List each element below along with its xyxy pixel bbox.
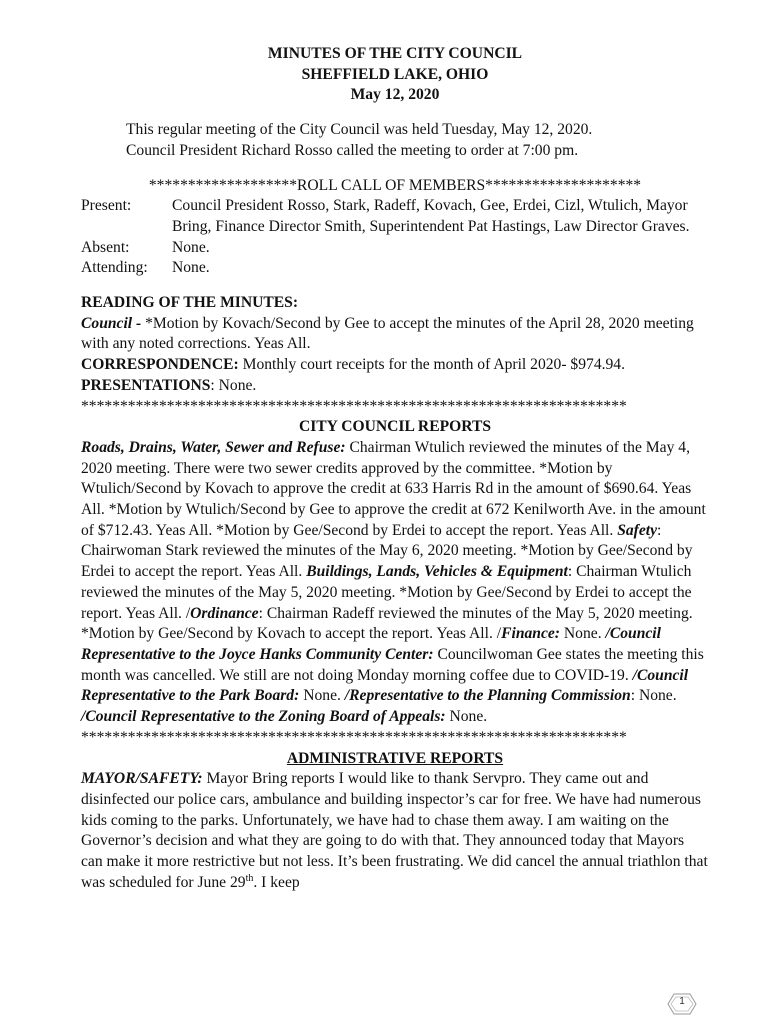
council-text: *Motion by Kovach/Second by Gee to accept the minutes of the April 28, 2020 meeting with any noted corrections. Yeas All. — [81, 314, 694, 353]
minutes-heading: READING OF THE MINUTES: — [81, 294, 299, 312]
council-reports-paragraph — [81, 438, 709, 728]
mayor-safety-text: Mayor Bring reports I would like to thank Servpro. They came out and disinfected our police cars, ambulance and building inspector’s car for free. We have had numerous kids coming to the parks. Unfortunately, we have had to chase them away. I am waiting on the Governor’s decision and what they are going to do with that. They announced today that Mayors can make it more restrictive but not less. It’s been frustrating. We did cancel the annual triathlon that was scheduled for June 29 — [81, 770, 708, 891]
page-number-badge — [662, 992, 702, 1016]
correspondence-paragraph — [81, 355, 709, 376]
park-board-label: /Council Representative to the Park Board: — [81, 666, 689, 705]
title-date: May 12, 2020 — [350, 86, 440, 104]
present-label: Present: — [81, 197, 132, 215]
roads-text: Chairman Wtulich reviewed the minutes of the May 4, 2020 meeting. There were two sewer credits approved by the committee. *Motion by Wtulich/Second by Kovach to approve the credit at 633 Harris Rd in the amount of $690.64. Yeas All. *Motion by Wtulich/Second by Gee to approve the credit at 672 Kenilworth Ave. in the amount of $712.43. Yeas All. *Motion by Gee/Second by Erdei to accept the report. Yeas All. — [81, 438, 706, 539]
joyce-hanks-label: /Council Representative to the Joyce Hanks Community Center: — [81, 625, 661, 663]
buildings-text: : Chairman Wtulich reviewed the minutes of the May 5, 2020 meeting. *Motion by Gee/Second by Erdei to accept the report. Yeas All. / — [81, 563, 692, 622]
joyce-hanks-text: Councilwoman Gee states the meeting this month was cancelled. We still are not doing Monday morning coffee due to COVID-19. — [81, 645, 704, 684]
correspondence-label: CORRESPONDENCE: — [81, 356, 239, 374]
attending-value: None. — [172, 259, 210, 277]
attending-label: Attending: — [81, 259, 148, 277]
intro-paragraph — [81, 120, 709, 161]
correspondence-text: Monthly court receipts for the month of April 2020- $974.94. — [238, 356, 626, 374]
finance-label: Finance: — [501, 625, 561, 643]
zoning-board-label: /Council Representative to the Zoning Board of Appeals: — [81, 708, 446, 726]
planning-commission-text: : None. — [630, 687, 677, 705]
council-minutes-paragraph — [81, 314, 709, 355]
presentations-text: : None. — [210, 376, 257, 394]
planning-commission-label: /Representative to the Planning Commission — [344, 687, 631, 705]
council-reports-heading: CITY COUNCIL REPORTS — [298, 418, 492, 436]
presentations-label: PRESENTATIONS — [81, 376, 211, 394]
title-line-2: SHEFFIELD LAKE, OHIO — [301, 65, 489, 83]
admin-reports-heading: ADMINISTRATIVE REPORTS — [286, 749, 504, 767]
ordinance-text: : Chairman Radeff reviewed the minutes of the May 5, 2020 meeting. *Motion by Gee/Second by Kovach to accept the report. Yeas All. / — [81, 604, 693, 643]
buildings-label: Buildings, Lands, Vehicles & Equipment — [306, 563, 568, 581]
safety-label: Safety — [617, 521, 658, 539]
administrative-reports-section — [81, 749, 709, 894]
roll-call-heading: *******************ROLL CALL OF MEMBERS******************** — [148, 176, 642, 194]
mayor-safety-label: MAYOR/SAFETY: — [81, 770, 203, 788]
finance-text: None. — [560, 625, 606, 643]
document-title — [81, 44, 709, 106]
roads-label: Roads, Drains, Water, Sewer and Refuse: — [81, 438, 346, 456]
intro-line-1: This regular meeting of the City Council was held Tuesday, May 12, 2020. — [126, 121, 593, 139]
mayor-safety-paragraph — [81, 769, 709, 893]
page-number: 1 — [679, 996, 685, 1007]
separator-1: ********************************************************************** — [81, 397, 627, 415]
zoning-board-text: None. — [445, 708, 488, 726]
mayor-superscript: th — [245, 872, 254, 884]
safety-text: : Chairwoman Stark reviewed the minutes of the May 6, 2020 meeting. *Motion by Gee/Second by Erdei to accept the report. Yeas All. — [81, 521, 693, 581]
mayor-safety-tail: . I keep — [253, 873, 300, 891]
roll-call-section — [81, 176, 709, 280]
presentations-paragraph — [81, 376, 709, 397]
present-value: Council President Rosso, Stark, Radeff, Kovach, Gee, Erdei, Cizl, Wtulich, Mayor Bring, Finance Director Smith, Superintendent Pat Hastings, Law Director Graves. — [172, 197, 690, 235]
document-page — [81, 44, 709, 893]
absent-value: None. — [172, 238, 210, 256]
roll-call-table — [81, 196, 709, 279]
title-line-1: MINUTES OF THE CITY COUNCIL — [267, 45, 523, 62]
intro-line-2: Council President Richard Rosso called the meeting to order at 7:00 pm. — [126, 141, 579, 159]
absent-label: Absent: — [81, 238, 130, 256]
park-board-text: None. — [299, 687, 345, 705]
separator-2: ********************************************************************** — [81, 728, 627, 746]
city-council-reports-section — [81, 417, 709, 748]
ordinance-label: Ordinance — [190, 604, 259, 622]
minutes-section — [81, 293, 709, 417]
council-label: Council - — [81, 314, 142, 332]
